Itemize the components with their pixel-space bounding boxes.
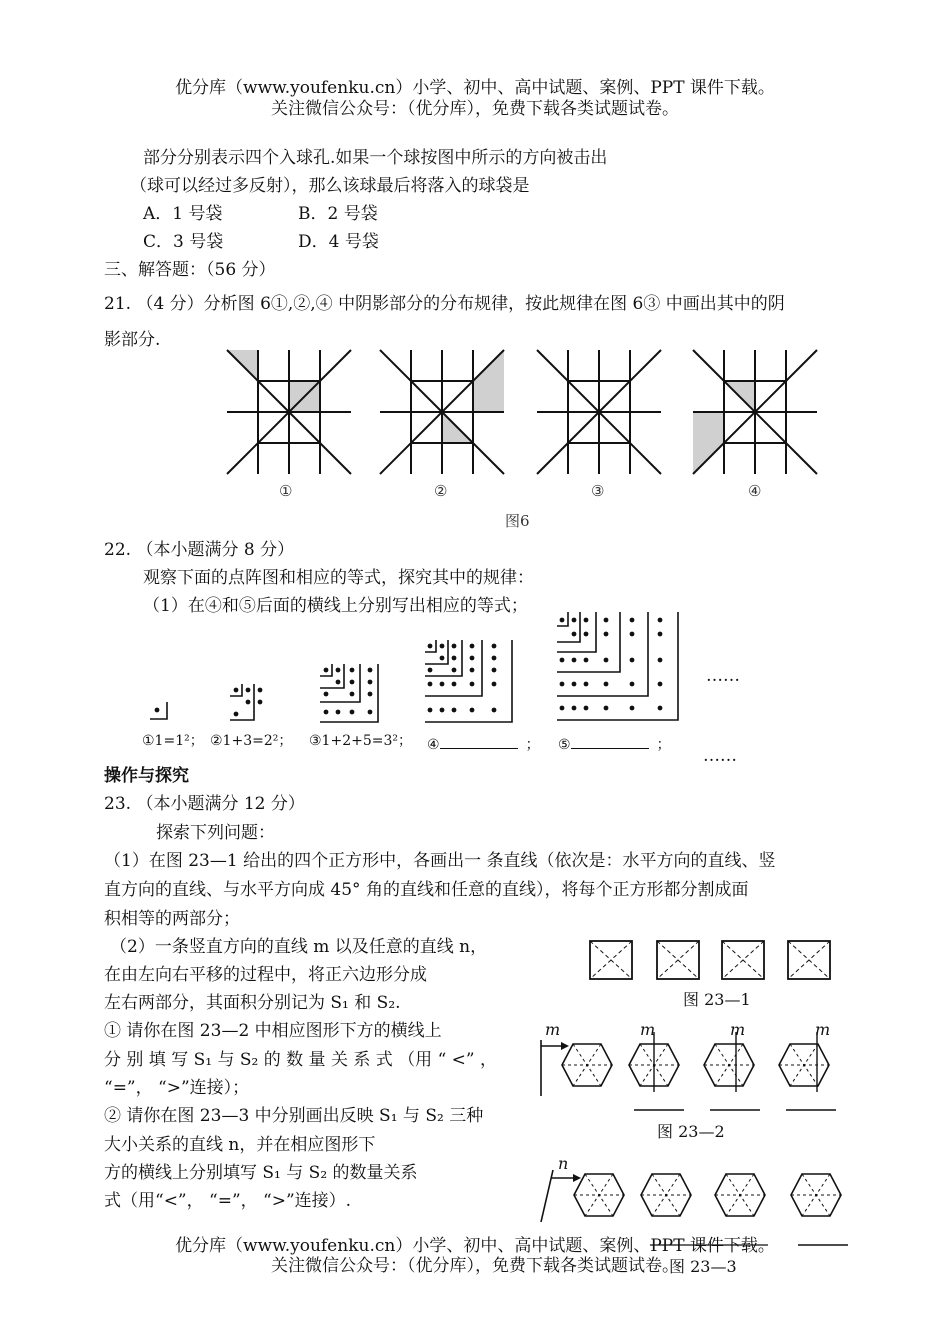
figure-23-1-square-2: [656, 940, 700, 980]
q20-text-line-2: （球可以经过多反射），那么该球最后将落入的球袋是: [130, 176, 530, 196]
q23-intro: 探索下列问题：: [156, 823, 275, 843]
equation-4-label: ④: [427, 737, 440, 753]
q23-part1-line-2: 直方向的直线、与水平方向成 45° 角的直线和任意的直线），将每个正方形都分割成面: [104, 880, 749, 900]
footer-line-1: 优分库（www.youfenku.cn）小学、初中、高中试题、案例、PPT 课件下载。: [175, 1236, 775, 1256]
section-operation-heading: 操作与探究: [104, 766, 189, 786]
figure-23-2-hexagon-1: [560, 1042, 614, 1088]
equation-5: [558, 734, 671, 752]
figure-6-grid-1: [227, 350, 351, 474]
header-line-1: 优分库（www.youfenku.cn）小学、初中、高中试题、案例、PPT 课件下载。: [175, 78, 775, 98]
dot-array-5: [556, 612, 682, 724]
equation-5-semicolon: ；: [656, 737, 671, 753]
equation-4: [427, 734, 540, 752]
q21-text-line-2: 影部分.: [104, 330, 161, 350]
q23-part2-line-9: 方的横线上分别填写 S₁ 与 S₂ 的数量关系: [104, 1163, 418, 1183]
figure-23-3-hexagon-4: [789, 1172, 843, 1218]
figure-23-3-hexagon-3: [713, 1172, 767, 1218]
figure-23-2-answer-lines[interactable]: [600, 1108, 840, 1112]
q23-part2-line-3: 左右两部分，其面积分别记为 S₁ 和 S₂.: [104, 993, 401, 1013]
equation-3: ③1+2+5=3²；: [309, 733, 412, 749]
equation-2: ②1+3=2²；: [210, 733, 293, 749]
equation-ellipsis: ……: [703, 746, 737, 766]
figure-6-label-4: ④: [748, 482, 762, 500]
q23-part2-line-6: “=”， “>”连接）；: [104, 1078, 250, 1098]
q22-text-line-2: （1）在④和⑤后面的横线上分别写出相应的等式；: [143, 596, 528, 616]
q20-option-b: B．2 号袋: [298, 204, 378, 224]
dot-array-1: [150, 700, 172, 722]
figure-6-label-1: ①: [279, 482, 293, 500]
q23-part1-line-1: （1）在图 23—1 给出的四个正方形中，各画出一 条直线（依次是：水平方向的直线、竖: [104, 851, 776, 871]
figure-23-1-caption: 图 23—1: [683, 990, 751, 1009]
figure-23-1-square-1: [589, 940, 633, 980]
figure-23-2-caption: 图 23—2: [657, 1122, 725, 1141]
figure-23-2-label-m-3: m: [730, 1020, 746, 1039]
q23-part2-line-5: 分 别 填 写 S₁ 与 S₂ 的 数 量 关 系 式 （用 “ <” ，: [104, 1050, 498, 1070]
q20-option-c: C．3 号袋: [143, 232, 224, 252]
equation-5-blank[interactable]: [571, 734, 649, 749]
q23-title: 23. （本小题满分 12 分）: [104, 794, 305, 814]
q21-text-line-1: 21. （4 分）分析图 6①,②,④ 中阴影部分的分布规律，按此规律在图 6③ 中画出其中的阴: [104, 294, 785, 314]
dot-array-ellipsis: ……: [706, 666, 740, 686]
q23-part2-line-10: 式（用“<”， “=”， “>”连接）.: [104, 1191, 352, 1211]
figure-23-3-hexagon-2: [639, 1172, 693, 1218]
header-line-2: 关注微信公众号：（优分库），免费下载各类试题试卷。: [271, 99, 679, 119]
figure-23-2-label-m-1: m: [545, 1020, 561, 1039]
q23-part1-line-3: 积相等的两部分；: [104, 909, 240, 929]
q20-text-line-1: 部分分别表示四个入球孔.如果一个球按图中所示的方向被击出: [143, 148, 608, 168]
equation-5-label: ⑤: [558, 737, 571, 753]
figure-23-2-hexagon-4: [777, 1042, 831, 1088]
q23-part2-line-8: 大小关系的直线 n，并在相应图形下: [104, 1135, 376, 1155]
equation-4-blank[interactable]: [440, 734, 518, 749]
figure-23-1-square-3: [721, 940, 765, 980]
equation-1: ①1=1²；: [142, 733, 204, 749]
equation-4-semicolon: ；: [525, 737, 540, 753]
figure-23-2-label-m-4: m: [815, 1020, 831, 1039]
figure-6-label-2: ②: [434, 482, 448, 500]
figure-23-2-hexagon-2: [627, 1042, 681, 1088]
figure-6-grid-3: [537, 350, 661, 474]
dot-array-2: [228, 684, 268, 724]
section-3-heading: 三、解答题：（56 分）: [104, 260, 276, 280]
figure-6-caption: 图6: [505, 512, 530, 530]
figure-23-3-caption: 图 23—3: [669, 1257, 737, 1276]
figure-23-2-hexagon-3: [702, 1042, 756, 1088]
q20-option-d: D．4 号袋: [298, 232, 379, 252]
figure-23-3-label-n: n: [558, 1154, 569, 1173]
figure-6-label-3: ③: [591, 482, 605, 500]
q23-part2-line-2: 在由左向右平移的过程中，将正六边形分成: [104, 965, 427, 985]
q23-part2-line-1: （2）一条竖直方向的直线 m 以及任意的直线 n，: [110, 937, 488, 957]
q20-option-a: A．1 号袋: [143, 204, 223, 224]
q23-part2-line-4: ① 请你在图 23—2 中相应图形下方的横线上: [104, 1021, 442, 1041]
dot-array-4: [424, 640, 516, 726]
figure-23-3-hexagon-1: [572, 1172, 626, 1218]
q22-text-line-1: 观察下面的点阵图和相应的等式，探究其中的规律：: [143, 568, 534, 588]
footer-line-2: 关注微信公众号：（优分库），免费下载各类试题试卷。: [271, 1256, 679, 1276]
dot-array-3: [318, 664, 380, 726]
figure-6-grid-2: [380, 350, 504, 474]
figure-23-1-square-4: [787, 940, 831, 980]
q23-part2-line-7: ② 请你在图 23—3 中分别画出反映 S₁ 与 S₂ 三种: [104, 1106, 484, 1126]
q22-title: 22. （本小题满分 8 分）: [104, 540, 295, 560]
figure-6-grid-4: [693, 350, 817, 474]
figure-23-2-label-m-2: m: [640, 1020, 656, 1039]
